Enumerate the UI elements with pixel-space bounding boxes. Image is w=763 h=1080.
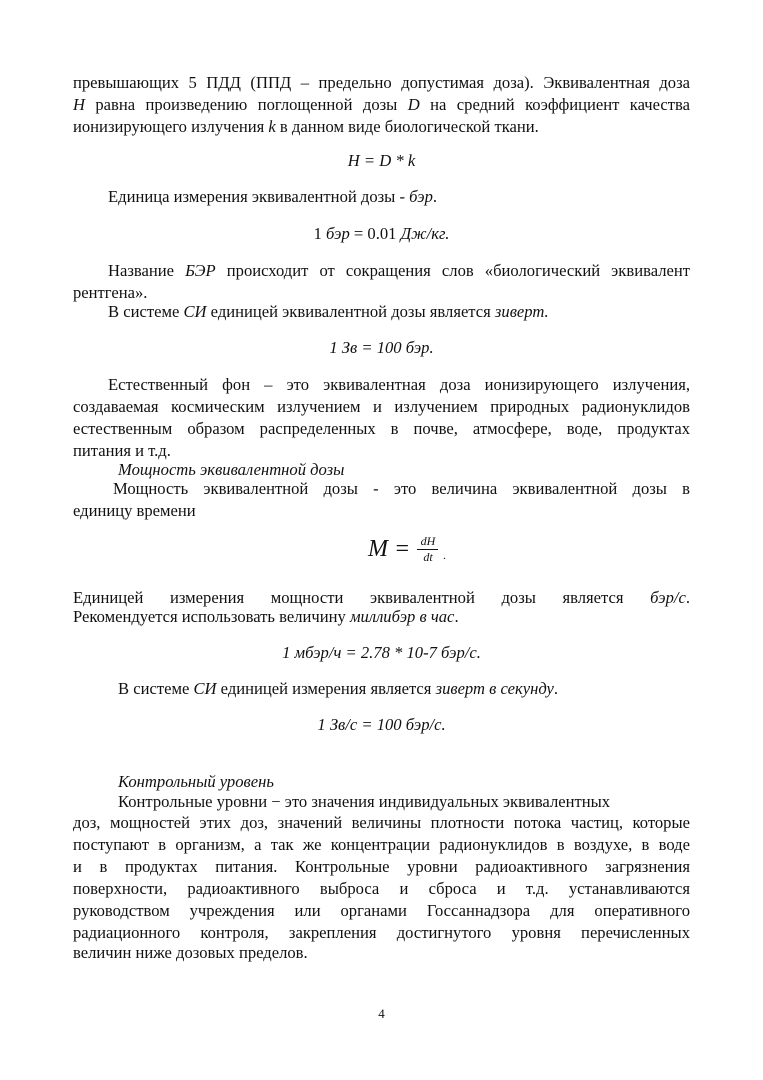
formula-numerator: dH [420,534,436,548]
formula-equivalent-dose: H = D * k [347,151,416,170]
paragraph-line: H равна произведению поглощенной дозы D на средний коэффициент качества [73,95,690,114]
paragraph-line: Мощность эквивалентной дозы - это величина эквивалентной дозы в [113,479,690,498]
paragraph-line: В системе СИ единицей эквивалентной дозы является зиверт. [108,302,549,321]
unit-line: Единица измерения эквивалентной дозы - бэр. [108,187,438,206]
formula-denominator: dt [423,550,433,564]
section-heading: Мощность эквивалентной дозы [118,460,345,479]
paragraph-line: радиационного контроля, закрепления достигнутого уровня перечисленных [73,923,690,942]
paragraph-line: В системе СИ единицей измерения является зиверт в секунду. [118,679,559,698]
paragraph-line: Рекомендуется использовать величину миллибэр в час. [73,607,459,626]
formula-ber: 1 бэр = 0.01 Дж/кг. [313,224,450,243]
paragraph-line: питания и т.д. [73,441,171,460]
paragraph-line: и в продуктах питания. Контрольные уровни радиоактивного загрязнения [73,857,690,876]
page-number: 4 [378,1006,385,1021]
formula-tail: . [443,548,446,562]
section-heading: Контрольный уровень [118,772,274,791]
paragraph-line: величин ниже дозовых пределов. [73,943,308,962]
paragraph-line: единицу времени [73,501,196,520]
paragraph-line: ионизирующего излучения k в данном виде биологической ткани. [73,117,539,136]
paragraph-line: естественным образом распределенных в почве, атмосфере, воде, продуктах [73,419,690,438]
paragraph-line: Название БЭР происходит от сокращения слов «биологический эквивалент [108,261,690,280]
formula-millirem: 1 мбэр/ч = 2.78 * 10-7 бэр/с. [282,643,481,662]
paragraph-line: поступают в организм, а так же концентрации радионуклидов в воздухе, в воде [73,835,690,854]
paragraph-line: превышающих 5 ПДД (ППД – предельно допустимая доза). Эквивалентная доза [73,73,690,92]
paragraph-line: Контрольные уровни − это значения индивидуальных эквивалентных [118,792,611,811]
paragraph-line: Естественный фон – это эквивалентная доза ионизирующего излучения, [108,375,690,394]
paragraph-line: рентгена». [73,283,148,302]
paragraph-line: руководством учреждения или органами Госсаннадзора для оперативного [73,901,690,920]
paragraph-line: создаваемая космическим излучением и излучением природных радионуклидов [73,397,690,416]
formula-sievert: 1 Зв = 100 бэр. [329,338,434,357]
formula-sievert-per-second: 1 Зв/с = 100 бэр/с. [317,715,446,734]
paragraph-line: Единицей измерения мощности эквивалентной дозы является бэр/с. [73,588,690,607]
paragraph-line: доз, мощностей этих доз, значений величины плотности потока частиц, которые [73,813,690,832]
formula-lhs: M = [368,536,411,562]
paragraph-line: поверхности, радиоактивного выброса и сброса и т.д. устанавливаются [73,879,690,898]
